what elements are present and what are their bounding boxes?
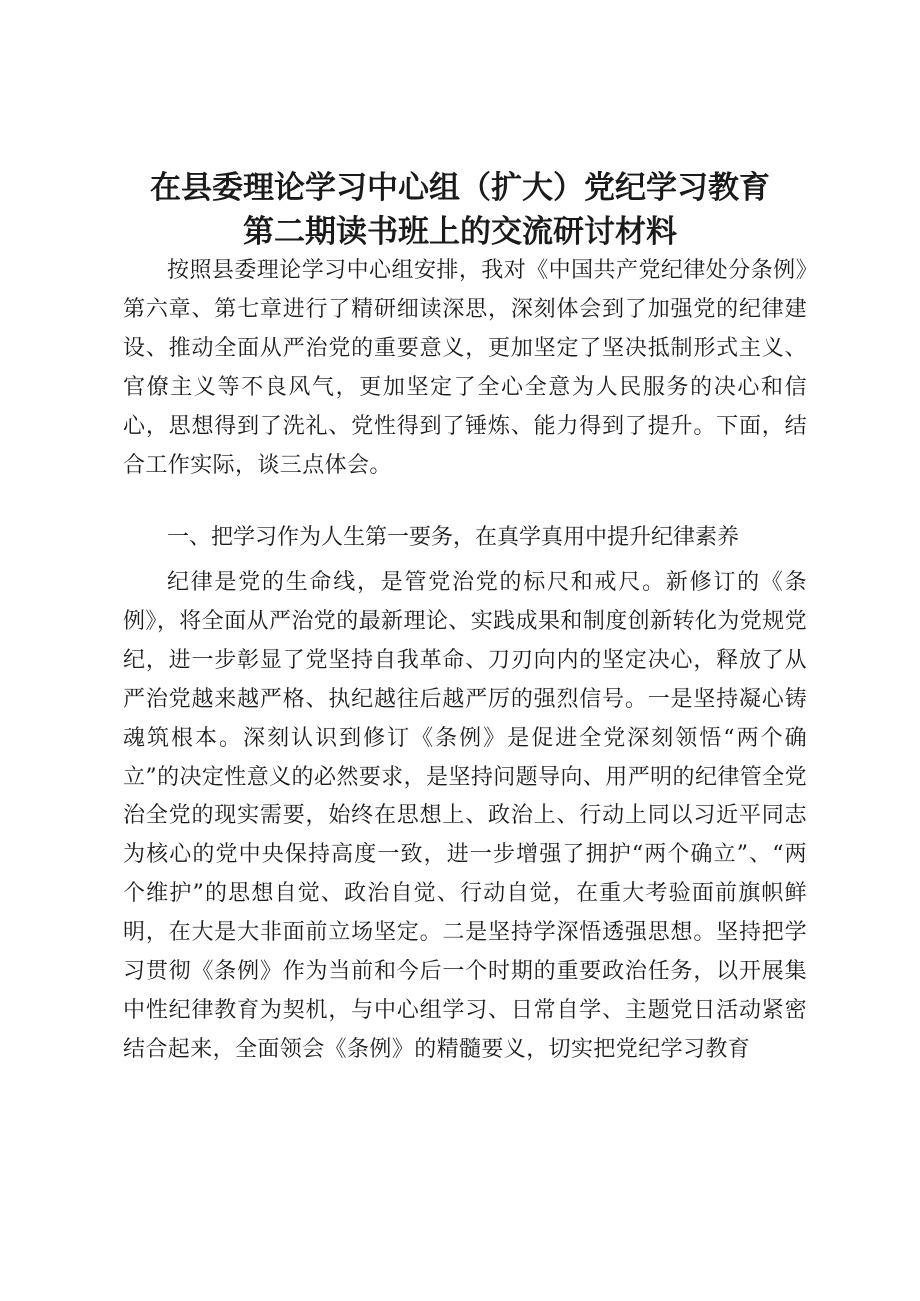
intro-paragraph: 按照县委理论学习中心组安排，我对《中国共产党纪律处分条例》第六章、第七章进行了精研细读深思，深刻体会到了加强党的纪律建设、推动全面从严治党的重要意义，更加坚定了坚决抵制形式主义、官僚主义等不良风气，更加坚定了全心全意为人民服务的决心和信心，思想得到了洗礼、党性得到了锤炼、能力得到了提升。下面，结合工作实际，谈三点体会。 (123, 258, 807, 478)
document-title-line-2: 第二期读书班上的交流研讨材料 (243, 214, 677, 250)
document-title-line-1: 在县委理论学习中心组（扩大）党纪学习教育 (150, 170, 770, 206)
section-1-heading: 一、把学习作为人生第一要务，在真学真用中提升纪律素养 (167, 525, 740, 550)
section-1-paragraph: 纪律是党的生命线，是管党治党的标尺和戒尺。新修订的《条例》，将全面从严治党的最新理论、实践成果和制度创新转化为党规党纪，进一步彰显了党坚持自我革命、刀刃向内的坚定决心，释放了从严治党越来越严格、执纪越往后越严厉的强烈信号。一是坚持凝心铸魂筑根本。深刻认识到修订《条例》是促进全党深刻领悟“两个确立”的决定性意义的必然要求，是坚持问题导向、用严明的纪律管全党治全党的现实需要，始终在思想上、政治上、行动上同以习近平同志为核心的党中央保持高度一致，进一步增强了拥护“两个确立”、“两个维护”的思想自觉、政治自觉、行动自觉，在重大考验面前旗帜鲜明，在大是大非面前立场坚定。二是坚持学深悟透强思想。坚持把学习贯彻《条例》作为当前和今后一个时期的重要政治任务，以开展集中性纪律教育为契机，与中心组学习、日常自学、主题党日活动紧密结合起来，全面领会《条例》的精髓要义，切实把党纪学习教育 (123, 570, 807, 1062)
